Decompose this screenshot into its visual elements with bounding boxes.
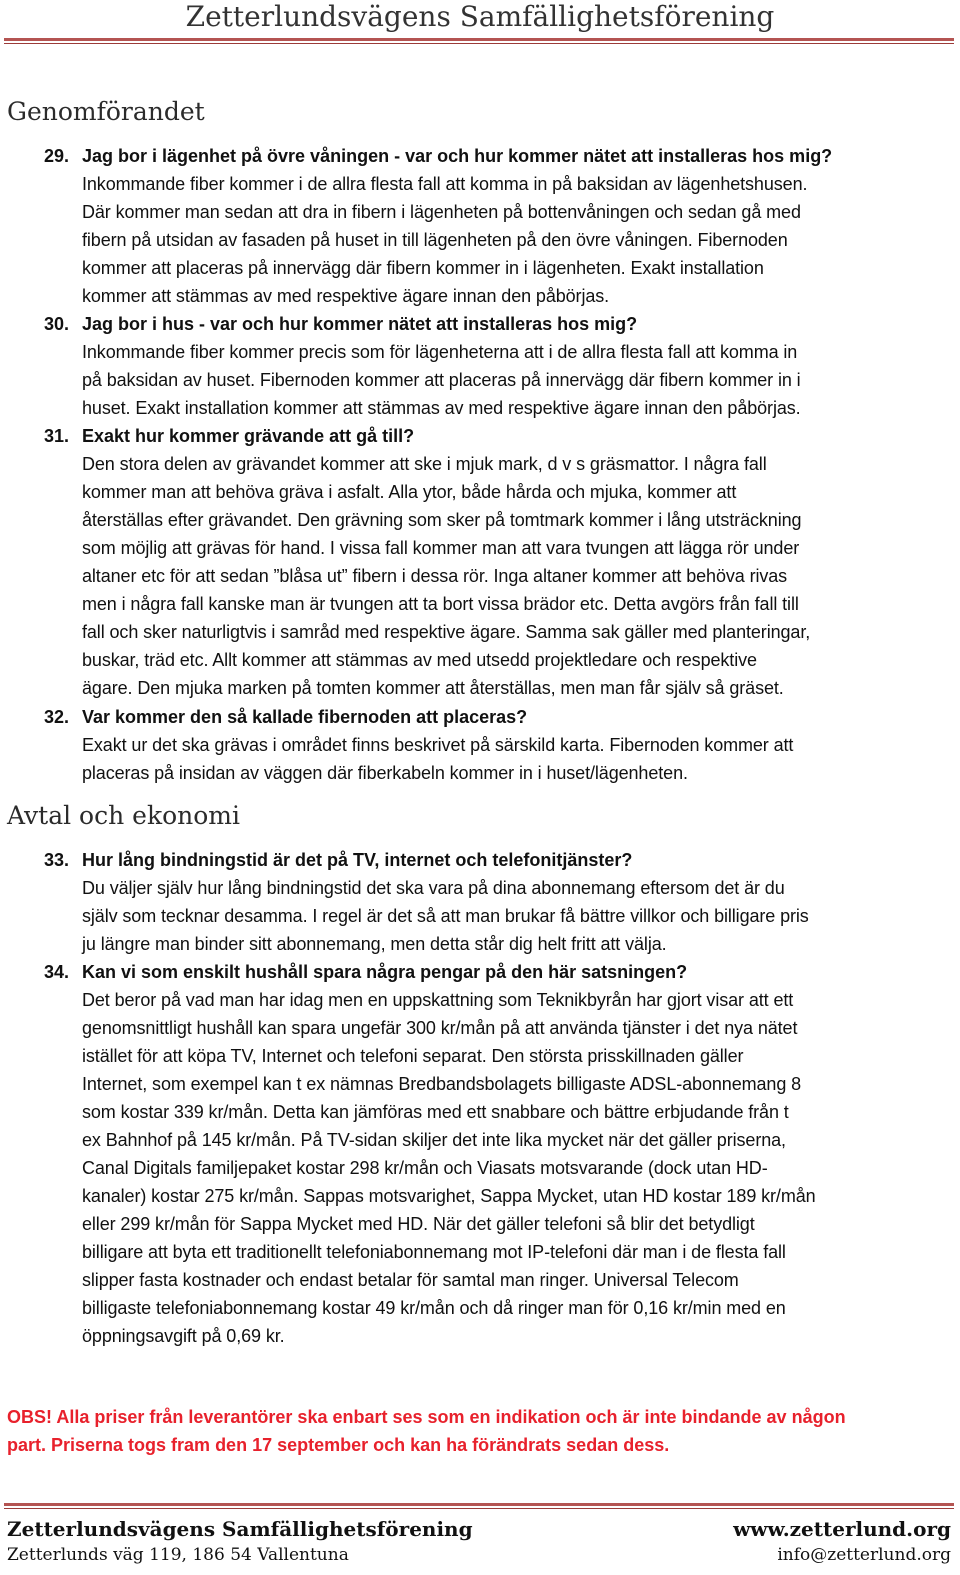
faq-answer (82, 338, 952, 422)
answer-line: genomsnittligt hushåll kan spara ungefär 300 kr/mån på att använda tjänster i det nya nätet (82, 1018, 798, 1038)
faq-answer (82, 450, 952, 702)
answer-line: ju längre man binder sitt abonnemang, men detta står dig helt fritt att välja. (82, 934, 667, 954)
answer-line: billigare att byta ett traditionellt telefoniabonnemang mot IP-telefoni där man i de flesta fall (82, 1242, 786, 1262)
answer-line: Det beror på vad man har idag men en uppskattning som Teknikbyrån har gjort visar att ett (82, 990, 794, 1010)
answer-line: slipper fasta kostnader och endast betalar för samtal man ringer. Universal Telecom (82, 1270, 739, 1290)
faq-question: Var kommer den så kallade fibernoden att placeras? (82, 707, 528, 727)
header-title: Zetterlundsvägens Samfällighetsförening (185, 0, 775, 33)
answer-line: billigaste telefoniabonnemang kostar 49 kr/mån och då ringer man för 0,16 kr/min med en (82, 1298, 786, 1318)
footer-email-link[interactable]: info@zetterlund.org (777, 1545, 951, 1565)
answer-line: själv som tecknar desamma. I regel är det så att man brukar få bättre villkor och billigare pris (82, 906, 809, 926)
faq-number: 33. (44, 850, 70, 870)
faq-answer (82, 986, 952, 1350)
answer-line: Exakt ur det ska grävas i området finns beskrivet på särskild karta. Fibernoden kommer att (82, 735, 794, 755)
answer-line: fibern på utsidan av fasaden på huset in till lägenheten på den övre våningen. Fibernoden (82, 230, 788, 250)
answer-line: Canal Digitals familjepaket kostar 298 kr/mån och Viasats motsvarande (dock utan HD- (82, 1158, 768, 1178)
faq-question: Exakt hur kommer grävande att gå till? (82, 426, 415, 446)
answer-line: eller 299 kr/mån för Sappa Mycket med HD. När det gäller telefoni så blir det betydligt (82, 1214, 755, 1234)
faq-answer (82, 874, 952, 958)
answer-line: fall och sker naturligtvis i samråd med respektive ägare. Samma sak gäller med planteringar, (82, 622, 811, 642)
answer-line: men i några fall kanske man är tvungen att ta bort vissa brädor etc. Detta avgörs från fall till (82, 594, 799, 614)
answer-line: kommer att stämmas av med respektive ägare innan den påbörjas. (82, 286, 610, 306)
faq-number: 29. (44, 146, 70, 166)
faq-answer (82, 170, 952, 310)
faq-number: 32. (44, 707, 70, 727)
answer-line: kanaler) kostar 275 kr/mån. Sappas motsvarighet, Sappa Mycket, utan HD kostar 189 kr/mån (82, 1186, 816, 1206)
faq-question: Kan vi som enskilt hushåll spara några pengar på den här satsningen? (82, 962, 688, 982)
answer-line: Där kommer man sedan att dra in fibern i lägenheten på bottenvåningen och sedan gå med (82, 202, 801, 222)
faq-answer (82, 731, 952, 787)
answer-line: altaner etc för att sedan ”blåsa ut” fibern i dessa rör. Inga altaner kommer att behöva rivas (82, 566, 788, 586)
faq-number: 30. (44, 314, 70, 334)
footer-website-link[interactable]: www.zetterlund.org (733, 1517, 951, 1541)
answer-line: kommer att placeras på innervägg där fibern kommer in i lägenheten. Exakt installation (82, 258, 764, 278)
answer-line: huset. Exakt installation kommer att stämmas av med respektive ägare innan den påbörjas. (82, 398, 801, 418)
page-footer (0, 1500, 960, 1575)
answer-line: öppningsavgift på 0,69 kr. (82, 1326, 285, 1346)
faq-question: Jag bor i lägenhet på övre våningen - var och hur kommer nätet att installeras hos mig? (82, 146, 833, 166)
answer-line: ex Bahnhof på 145 kr/mån. På TV-sidan skiljer det inte lika mycket när det gäller priserna, (82, 1130, 786, 1150)
answer-line: som kostar 339 kr/mån. Detta kan jämföras med ett snabbare och bättre erbjudande från t (82, 1102, 789, 1122)
faq-question: Hur lång bindningstid är det på TV, internet och telefonitjänster? (82, 850, 633, 870)
footer-org-name: Zetterlundsvägens Samfällighetsförening (7, 1517, 473, 1541)
footer-address: Zetterlunds väg 119, 186 54 Vallentuna (7, 1545, 349, 1565)
answer-line: Den stora delen av grävandet kommer att ske i mjuk mark, d v s gräsmattor. I några fall (82, 454, 767, 474)
answer-line: istället för att köpa TV, Internet och telefoni separat. Den största prisskillnaden gäller (82, 1046, 744, 1066)
answer-line: buskar, träd etc. Allt kommer att stämmas av med utsedd projektledare och respektive (82, 650, 757, 670)
faq-number: 31. (44, 426, 70, 446)
section-heading: Avtal och ekonomi (7, 801, 241, 830)
header-rule-thin (4, 43, 954, 44)
answer-line: Internet, som exempel kan t ex nämnas Bredbandsbolagets billigaste ADSL-abonnemang 8 (82, 1074, 802, 1094)
answer-line: som möjlig att grävas för hand. I vissa fall kommer man att vara tvungen att lägga rör under (82, 538, 800, 558)
answer-line: Du väljer själv hur lång bindningstid det ska vara på dina abonnemang eftersom det är du (82, 878, 785, 898)
section-heading: Genomförandet (7, 97, 205, 126)
faq-number: 34. (44, 962, 70, 982)
answer-line: Inkommande fiber kommer i de allra flesta fall att komma in på baksidan av lägenhetshusen. (82, 174, 808, 194)
faq-question: Jag bor i hus - var och hur kommer nätet att installeras hos mig? (82, 314, 638, 334)
answer-line: kommer man att behöva gräva i asfalt. Alla ytor, både hårda och mjuka, kommer att (82, 482, 737, 502)
header-rule (4, 38, 954, 41)
answer-line: placeras på insidan av väggen där fiberkabeln kommer in i huset/lägenheten. (82, 763, 688, 783)
disclaimer-line: OBS! Alla priser från leverantörer ska enbart ses som en indikation och är inte bindande av någon (7, 1407, 846, 1427)
disclaimer-line: part. Priserna togs fram den 17 september och kan ha förändrats sedan dess. (7, 1435, 670, 1455)
answer-line: ägare. Den mjuka marken på tomten kommer att återställas, men man får själv så gräset. (82, 678, 784, 698)
answer-line: återställas efter grävandet. Den grävning som sker på tomtmark kommer i lång utsträckning (82, 510, 802, 530)
answer-line: Inkommande fiber kommer precis som för lägenheterna att i de allra flesta fall att komma in (82, 342, 798, 362)
answer-line: på baksidan av huset. Fibernoden kommer att placeras på innervägg där fibern kommer in i (82, 370, 801, 390)
price-disclaimer (7, 1403, 947, 1459)
